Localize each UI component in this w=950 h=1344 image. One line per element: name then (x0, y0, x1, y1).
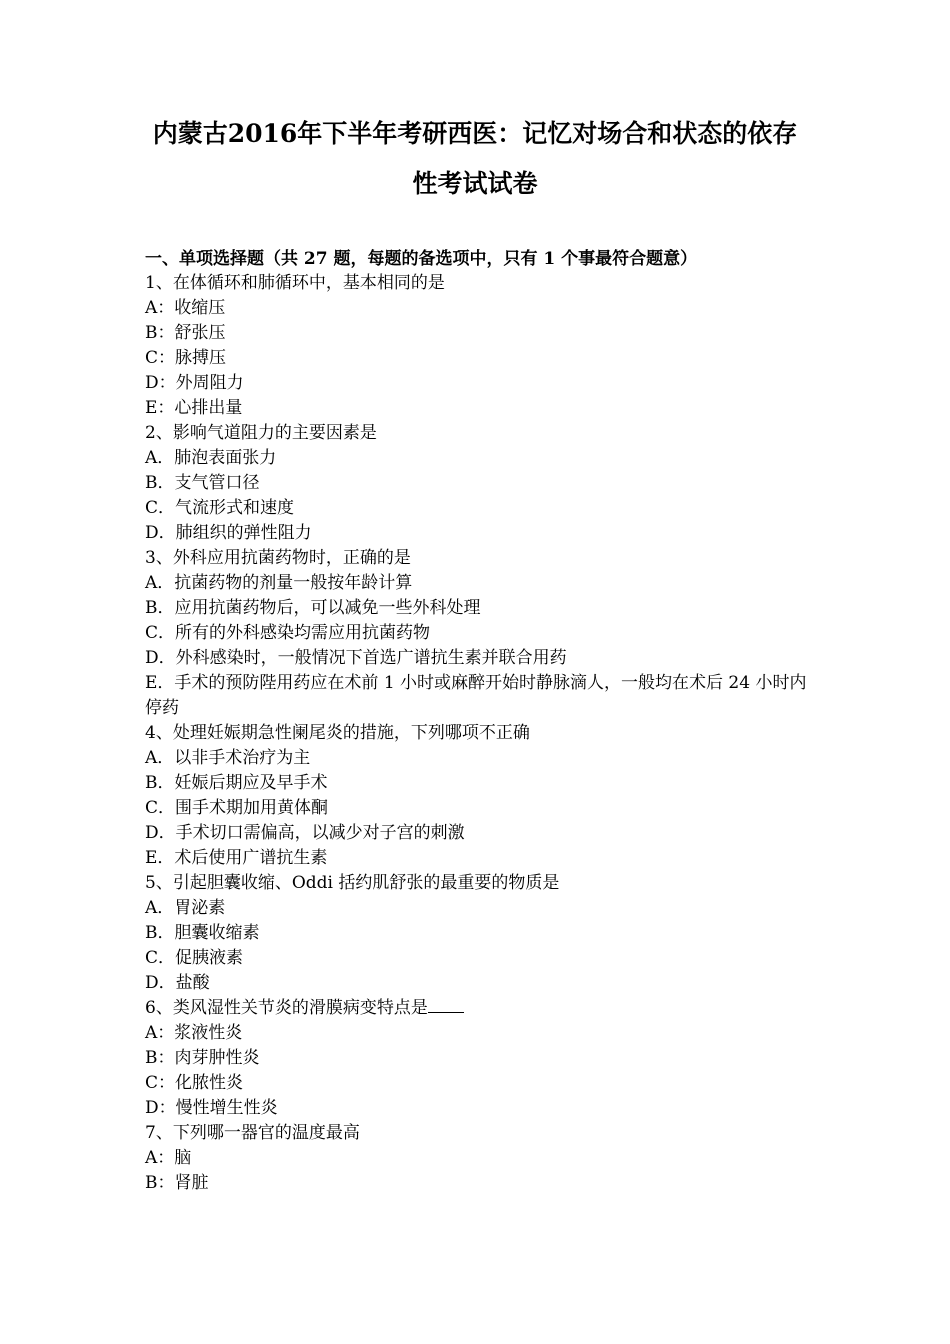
question-stem: 4、处理妊娠期急性阑尾炎的措施，下列哪项不正确 (145, 723, 530, 743)
option: A．胃泌素 (145, 898, 226, 918)
option: D：外周阻力 (145, 373, 244, 393)
option: C．气流形式和速度 (145, 498, 295, 518)
question-stem: 6、类风湿性关节炎的滑膜病变特点是 (145, 998, 428, 1018)
option: C：脉搏压 (145, 348, 227, 368)
option: C．促胰液素 (145, 948, 244, 968)
option: C．围手术期加用黄体酮 (145, 798, 329, 818)
option: D．手术切口需偏高，以减少对子宫的刺激 (145, 823, 465, 843)
option: C．所有的外科感染均需应用抗菌药物 (145, 623, 431, 643)
option: A．肺泡表面张力 (145, 448, 277, 468)
option: B．妊娠后期应及早手术 (145, 773, 328, 793)
option: D：慢性增生性炎 (145, 1098, 278, 1118)
question-stem: 1、在体循环和肺循环中，基本相同的是 (145, 273, 445, 293)
question-stem-with-blank (145, 996, 815, 1021)
option: A：收缩压 (145, 298, 226, 318)
option: E：心排出量 (145, 398, 243, 418)
option: D．盐酸 (145, 973, 210, 993)
option: B：肾脏 (145, 1173, 209, 1193)
question-stem: 5、引起胆囊收缩、Oddi 括约肌舒张的最重要的物质是 (145, 873, 560, 893)
question-stem: 3、外科应用抗菌药物时，正确的是 (145, 548, 411, 568)
question-stem: 2、影响气道阻力的主要因素是 (145, 423, 377, 443)
document-title-line-1: 内蒙古2016年下半年考研西医：记忆对场合和状态的依存 (152, 119, 798, 148)
option: E．术后使用广谱抗生素 (145, 848, 328, 868)
option: D．肺组织的弹性阻力 (145, 523, 312, 543)
section-heading: 一、单项选择题（共 27 题，每题的备选项中，只有 1 个事最符合题意） (145, 249, 698, 269)
option: D．外科感染时，一般情况下首选广谱抗生素并联合用药 (145, 648, 567, 668)
option: E．手术的预防陛用药应在术前 1 小时或麻醉开始时静脉滴人，一般均在术后 24 小时内停药 (145, 673, 807, 718)
answer-blank (428, 998, 464, 1013)
option: A：浆液性炎 (145, 1023, 243, 1043)
option: B．应用抗菌药物后，可以减免一些外科处理 (145, 598, 481, 618)
question-list (145, 271, 815, 1196)
option: B．胆囊收缩素 (145, 923, 260, 943)
option: A．以非手术治疗为主 (145, 748, 311, 768)
option: A：脑 (145, 1148, 192, 1168)
question-stem: 7、下列哪一器官的温度最高 (145, 1123, 360, 1143)
document-title-line-2: 性考试试卷 (412, 169, 538, 198)
option: B：肉芽肿性炎 (145, 1048, 260, 1068)
option: C：化脓性炎 (145, 1073, 244, 1093)
option: B．支气管口径 (145, 473, 260, 493)
option: B：舒张压 (145, 323, 226, 343)
option: A．抗菌药物的剂量一般按年龄计算 (145, 573, 413, 593)
